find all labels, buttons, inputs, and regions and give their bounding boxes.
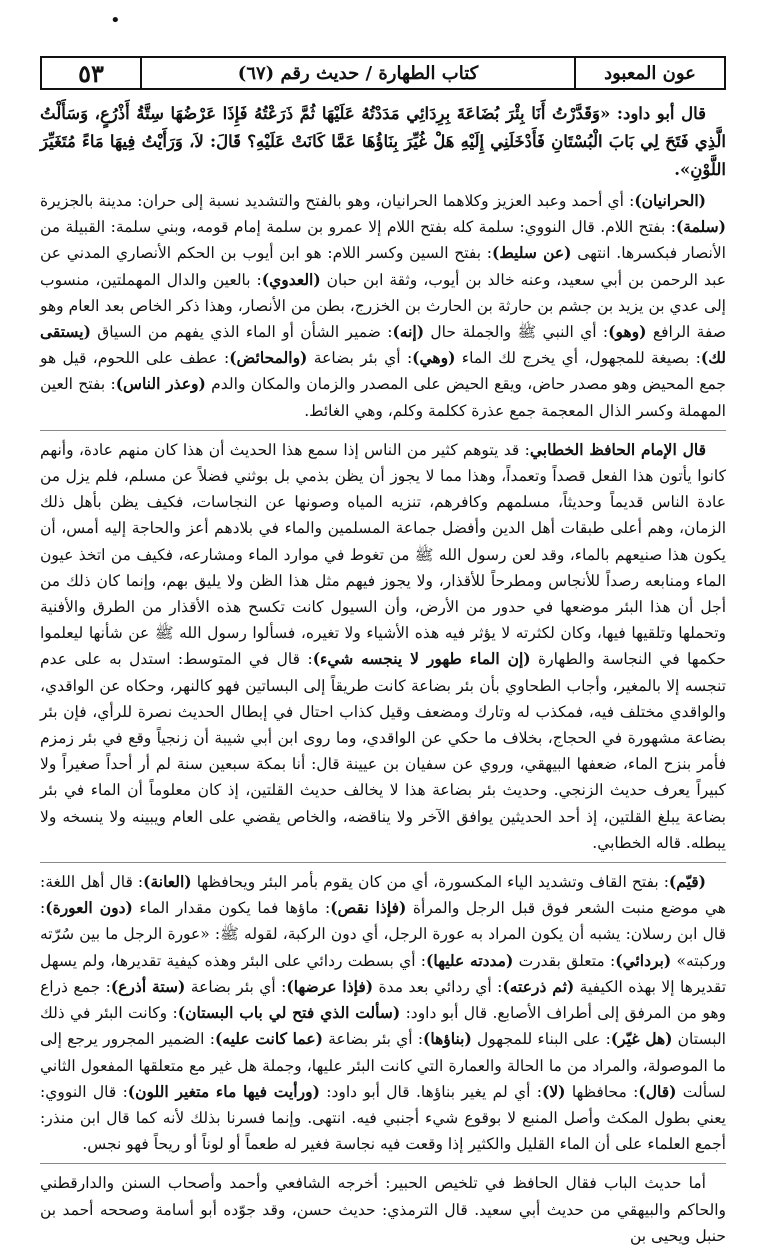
commentary-text: : أي بئر بضاعة — [322, 1030, 424, 1049]
commentary-text: : أي بئر بضاعة — [185, 977, 287, 996]
term-heading: (بناؤها) — [423, 1029, 472, 1049]
book-title: عون المعبود — [574, 58, 724, 88]
commentary-text: : بفتح القاف وتشديد الياء المكسورة، أي من كان يقوم بأمر البئر ويحافظها — [191, 873, 669, 892]
divider — [40, 430, 726, 431]
commentary-text: : جمع ذراع وهو من المرفق إلى أطراف الأصابع. قال أبو داود: — [40, 977, 726, 1023]
commentary-text: : عطف على اللحوم، قيل هو جمع المحيض وهو مصدر حاض، ويقع الحيض على المصدر والزمان والمكان والدم — [40, 349, 726, 394]
term-heading: (سألت الذي فتح لي باب البستان) — [177, 1003, 401, 1023]
term-heading: (قال) — [638, 1081, 677, 1101]
commentary-text: : محافظها — [565, 1082, 639, 1101]
commentary-text: : أي ردائي بعد مدة — [373, 977, 503, 996]
commentary-paragraph-4 — [40, 1170, 726, 1249]
term-heading: قال الإمام الحافظ الخطابي — [529, 439, 707, 459]
term-heading: (عما كانت عليه) — [214, 1029, 323, 1049]
commentary-text: : بفتح السين وكسر اللام: هو ابن أيوب بن الحكم الأنصاري المدني عن عبد الرحمن بن أبي سعيد، وعنه خالد بن أيوب، وثقة ابن حبان — [40, 244, 727, 289]
commentary-text: : قال ابن رسلان: يشبه أن يكون المراد به عورة الرجل، أي دون الركبة، لقوله ﷺ: «عورة الرجل ما بين سُرّته وركبته» — [40, 899, 726, 970]
term-heading: (هل غيّر) — [610, 1029, 673, 1049]
term-heading: (فإذا نقص) — [330, 898, 407, 918]
commentary-paragraph-3 — [40, 869, 726, 1157]
term-heading: (دون العورة) — [45, 898, 133, 918]
divider — [40, 1163, 726, 1164]
commentary-paragraph-2 — [40, 437, 726, 856]
term-heading: (وهو) — [608, 322, 647, 342]
term-heading: (عن سليط) — [492, 243, 572, 263]
commentary-text: أما حديث الباب فقال الحافظ في تلخيص الحبير: أخرجه الشافعي وأحمد وأصحاب السنن والدارقطني والحاكم والبيهقي من حديث أبي سعيد. قال الترمذي: حديث حسن، وقد جوّده أبو أسامة وصححه أحمد بن حنبل ويحيى بن — [40, 1174, 726, 1245]
section-title: كتاب الطهارة / حديث رقم (٦٧) — [237, 62, 479, 84]
term-heading: (وهي) — [412, 348, 456, 368]
term-heading: (لا) — [542, 1081, 566, 1101]
term-heading: (قيّم) — [668, 872, 706, 892]
term-heading: (إنه) — [392, 322, 425, 342]
term-heading: (ثم ذرعته) — [502, 976, 575, 996]
commentary-text: : متعلق بقدرت — [513, 951, 616, 970]
term-heading: (فإذا عرضها) — [286, 976, 374, 996]
commentary-text: : ماؤها فما يكون مقدار الماء — [132, 899, 331, 918]
hadith-text: قال أبو داود: «وَقَدَّرْتُ أَنَا بِئْرَ بُضَاعَةَ بِرِدَائِي مَدَدْتُهُ عَلَيْهَا ثُمَّ ذَرَعْتُهُ فَإِذَا عَرْضُهَا سِتَّةُ أَذْرُعٍ، وَسَأَلْتُ الَّذِي فَتَحَ لِي بَابَ الْبُسْتَانِ فَأَدْخَلَنِي إِلَيْهِ هَلْ غُيِّرَ بِنَاؤُهَا عَمَّا كَانَتْ عَلَيْهِ؟ قَالَ: لاَ، وَرَأَيْتُ فِيهَا مَاءً مُتَغَيِّرَ اللَّوْنِ». — [40, 104, 726, 179]
commentary-text: : وكانت البئر في ذلك البستان — [40, 1004, 726, 1049]
page-body — [40, 100, 726, 1255]
commentary-text: : قد يتوهم كثير من الناس إذا سمع هذا الحديث أن هذا كان منهم عادة، وأنهم كانوا يأتون هذا الفعل قصداً وتعمداً، وهذا مما لا يجوز أن يظن بذمي بل بوثني فضلاً عن مسلم، فلم يزل من عادة الناس قديماً وحديثاً، مسلمهم وكافرهم، تنزيه المياه وصونها عن النجاسات، فكيف يظن بأهل ذلك الزمان، وهم أعلى طبقات أهل الدين وأفضل جماعة المسلمين والماء في بلادهم أعز والحاجة إليه أمس، أن يكون هذا صنيعهم بالماء، وقد لعن رسول الله ﷺ من تغوط في موارد الماء ومشارعه، فكيف من اتخذ عيون الماء ومنابعه رصداً للأنجاس ومطرحاً للأقذار، ولا يجوز فيهم مثل هذا الظن ولا يليق بهم، وإنما كان ذلك من أجل أن هذا البئر موضعها في حدور من الأرض، وأن السيول كانت تكسح هذه الأقذار من الطرق والأفنية وتحملها وتلقيها فيها، وكان لكثرته لا يؤثر فيه هذه الأشياء ولا تغيره، فسألوا رسول الله ﷺ عن شأنها ليعلموا حكمها في النجاسة والطهارة — [40, 440, 726, 669]
commentary-text: : ضمير الشأن أو الماء الذي يفهم من السياق — [90, 323, 393, 342]
commentary-text: : قال النووي: يعني بطول المكث وأصل المنبع لا بوقوع شيء أجنبي فيه. انتهى. وإنما فسرنا بذلك لأنه كما قال ابن منذر: أجمع العلماء على أن الماء القليل والكثير إذا وقعت فيه نجاسة فغير له طعماً أو لوناً أو ريحاً فهو نجس. — [40, 1082, 726, 1154]
term-heading: (بردائي) — [615, 950, 672, 970]
page-header — [40, 56, 726, 90]
commentary-text: : بفتح العين المهملة وكسر الذال المعجمة جمع عذرة ككلمة وكلم، وهي الغائط. — [40, 375, 726, 420]
term-heading: (الحرانيان) — [634, 191, 706, 210]
commentary-text: : أي بئر بضاعة — [307, 349, 413, 368]
commentary-text: : بفتح اللام. قال النووي: سلمة كله بفتح اللام إلا عمرو بن سلمة إمام قومه، وبني سلمة: القبيلة من الأنصار فبكسرها. انتهى — [40, 218, 726, 263]
commentary-text: : أي أحمد وعبد العزيز وكلاهما الحرانيان، وهو بالفتح والتشديد نسبة إلى حران: مدينة بالجزيرة — [40, 192, 635, 210]
term-heading: (ستة أذرع) — [110, 976, 186, 996]
term-heading: (والمحائض) — [229, 348, 308, 368]
commentary-text: : على البناء للمجهول — [471, 1030, 611, 1049]
commentary-text: : أي لم يغير بناؤها. قال أبو داود: — [319, 1082, 542, 1101]
page-mark: • — [110, 10, 121, 31]
term-heading: (إن الماء طهور لا ينجسه شيء) — [312, 649, 531, 669]
commentary-text: : قال في المتوسط: استدل به على عدم تنجسه إلا بالمغير، وأجاب الطحاوي بأن بئر بضاعة كانت طريقاً إلى البساتين فهو كالنهر، وحكاه عن الواقدي، والواقدي مختلف فيه، فمكذب له وتارك ومضعف وقيل كذاب احتال في إبطال الحديث نصرة للرأي، فإن بئر بضاعة مشهورة في الحجاج، بخلاف ما حكي عن الواقدي، وما روى ابن أبي شيبة أن زنجياً وقع في بئر زمزم فأمر بنزح الماء، ضعفها البيهقي، وروي عن سفيان بن عيينة قال: أنا بمكة سبعين سنة لم أر أحداً صغيراً ولا كبيراً يعرف حديث الزنجي. وحديث بئر بضاعة هذا لا يخالف حديث القلتين، إذ كان معلوماً أن الماء في بئر بضاعة يبلغ القلتين، إذ أحد الحديثين يوافق الآخر ولا يناقضه، والخاص يقضي على العام ويبينه ولا ينسخه ولا يبطله. قاله الخطابي. — [40, 650, 726, 852]
page-number: ٥٣ — [42, 58, 142, 88]
term-heading: (يستقى لك) — [40, 322, 726, 368]
commentary-text: : بالعين والدال المهملتين، منسوب إلى عدي بن يزيد بن جشم بن حارثة بن الحارث بن الخزرج، بطن من الأنصار، وهذا ذكر الخاص بعد العام وهو صفة الرافع — [40, 270, 726, 342]
commentary-text: : قال أهل اللغة: هي موضع منبت الشعر فوق قبل الرجل والمرأة — [40, 873, 726, 918]
term-heading: (العانة) — [143, 872, 192, 892]
term-heading: (العدوي) — [261, 269, 321, 289]
commentary-paragraph-1 — [40, 188, 726, 424]
commentary-text: : الضمير المجرور يرجع إلى ما الموصولة، والمراد من ما الحالة والعمارة التي كانت البئر عليها، وجملة هل غير مع متعلقها المفعول الثاني لسألت — [40, 1030, 726, 1101]
term-heading: (مددته عليها) — [426, 950, 514, 970]
commentary-text: : أي النبي ﷺ والجملة حال — [424, 323, 609, 342]
term-heading: (ورأيت فيها ماء متغير اللون) — [127, 1081, 320, 1101]
term-heading: (وعذر الناس) — [115, 374, 206, 394]
commentary-text: : بصيغة للمجهول، أي يخرج لك الماء — [455, 349, 701, 368]
commentary-text: : أي بسطت ردائي على البئر وهذه كيفية تقديرها، ولم يسهل تقديرها إلا بهذه الكيفية — [40, 951, 727, 996]
term-heading: (سلمة) — [675, 217, 726, 237]
divider — [40, 862, 726, 863]
